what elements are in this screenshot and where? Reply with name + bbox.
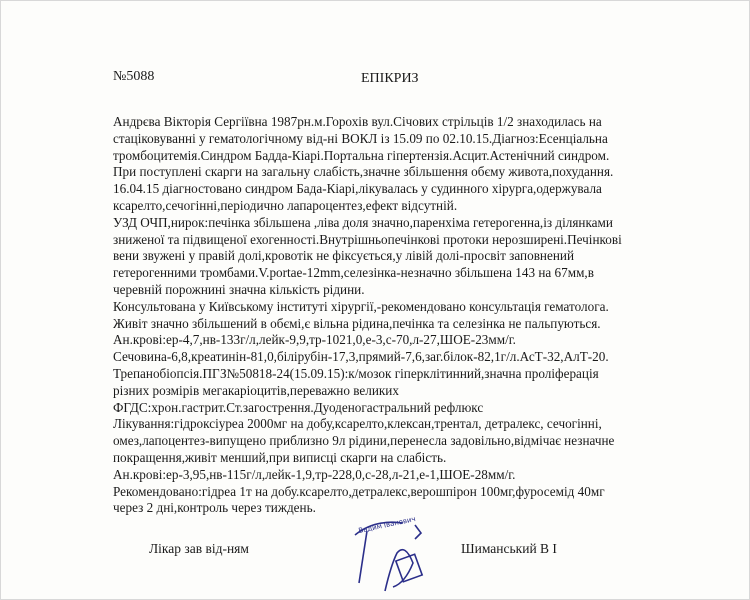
text-line: Консультована у Київському інституті хірургії,-рекомендовано консультація гематолога.: [113, 298, 609, 314]
text-line: Ан.крові:ер-3,95,нв-115г/л,лейк-1,9,тр-228,0,с-28,л-21,е-1,ШОЕ-28мм/г.: [113, 466, 516, 482]
text-line: Трепанобіопсія.ПГЗ№50818-24(15.09.15):к/мозок гіперклітинний,значна проліферація: [113, 365, 599, 381]
text-line: покращення,живіт менший,при виписці скарги на слабість.: [113, 449, 447, 465]
text-line: Лікування:гідроксіуреа 2000мг на добу,ксарелто,клексан,трентал, детралекс, сечогінні,: [113, 416, 602, 432]
seal-stamp: [345, 513, 437, 599]
document-body: [113, 114, 703, 517]
text-line: вени звужені у правій долі,кровотік не фіксується,у лівій долі-просвіт заповнений: [113, 248, 575, 264]
signature-name: Шиманський В І: [461, 541, 557, 556]
text-line: через 2 дні,контроль через тиждень.: [113, 500, 316, 516]
document-title: ЕПІКРИЗ: [361, 71, 419, 86]
svg-text:Вадим Іванович: Вадим Іванович: [357, 515, 417, 535]
text-line: ксарелто,сечогінні,періодично лапароцентез,ефект відсутній.: [113, 197, 458, 213]
text-line: омез,лапоцентез-випущено приблизно 9л рідини,перенесла задовільно,відмічає незначне: [113, 433, 615, 449]
text-line: УЗД ОЧП,нирок:печінка збільшена ,ліва доля значно,паренхіма гетерогенна,із ділянками: [113, 214, 613, 230]
text-line: 16.04.15 діагностовано синдром Бада-Кіарі,лікувалась у судинного хірурга,одержувала: [113, 181, 602, 197]
text-line: Андрєва Вікторія Сергіївна 1987рн.м.Горохів вул.Січових стрільців 1/2 знаходилась на: [113, 114, 602, 129]
text-line: Живіт значно збільшений в обємі,є вільна рідина,печінка та селезінка не пальпуються.: [113, 315, 601, 331]
text-line: ФГДС:хрон.гастрит.Ст.загострення.Дуоденогастральний рефлюкс: [113, 399, 484, 415]
text-line: Сечовина-6,8,креатинін-81,0,білірубін-17,3,прямий-7,6,заг.білок-82,1г/л.АсТ-32,АлТ-20.: [113, 349, 609, 365]
text-line: різних розмірів мегакаріоцитів,переважно великих: [113, 382, 399, 398]
text-line: стаціковуванні у гематологічному від-ні ВОКЛ із 15.09 по 02.10.15.Діагноз:Есенціальна: [113, 130, 608, 146]
text-line: Рекомендовано:гідреа 1т на добу.ксарелто,детралекс,верошпірон 100мг,фуросемід 40мг: [113, 483, 605, 499]
text-line: зниженої та підвищеної ехогенності.Внутрішньопечінкові протоки нерозширені.Печінкові: [113, 231, 622, 247]
text-line: тромбоцитемія.Синдром Бадда-Кіарі.Портальна гіпертензія.Асцит.Астенічний синдром.: [113, 147, 610, 163]
text-line: черевній порожнині значна кількість рідини.: [113, 281, 365, 297]
signature-title: Лікар зав від-ням: [149, 541, 249, 556]
document-number: №5088: [113, 69, 155, 84]
text-line: гетерогенними тромбами.V.portae-12mm,селезінка-незначно збільшена 143 на 67мм,в: [113, 265, 594, 281]
text-line: При поступлені скарги на загальну слабість,значне збільшення обєму живота,похудання.: [113, 164, 614, 180]
text-line: Ан.крові:ер-4,7,нв-133г/л,лейк-9,9,тр-1021,0,е-3,с-70,л-27,ШОЕ-23мм/г.: [113, 332, 516, 348]
